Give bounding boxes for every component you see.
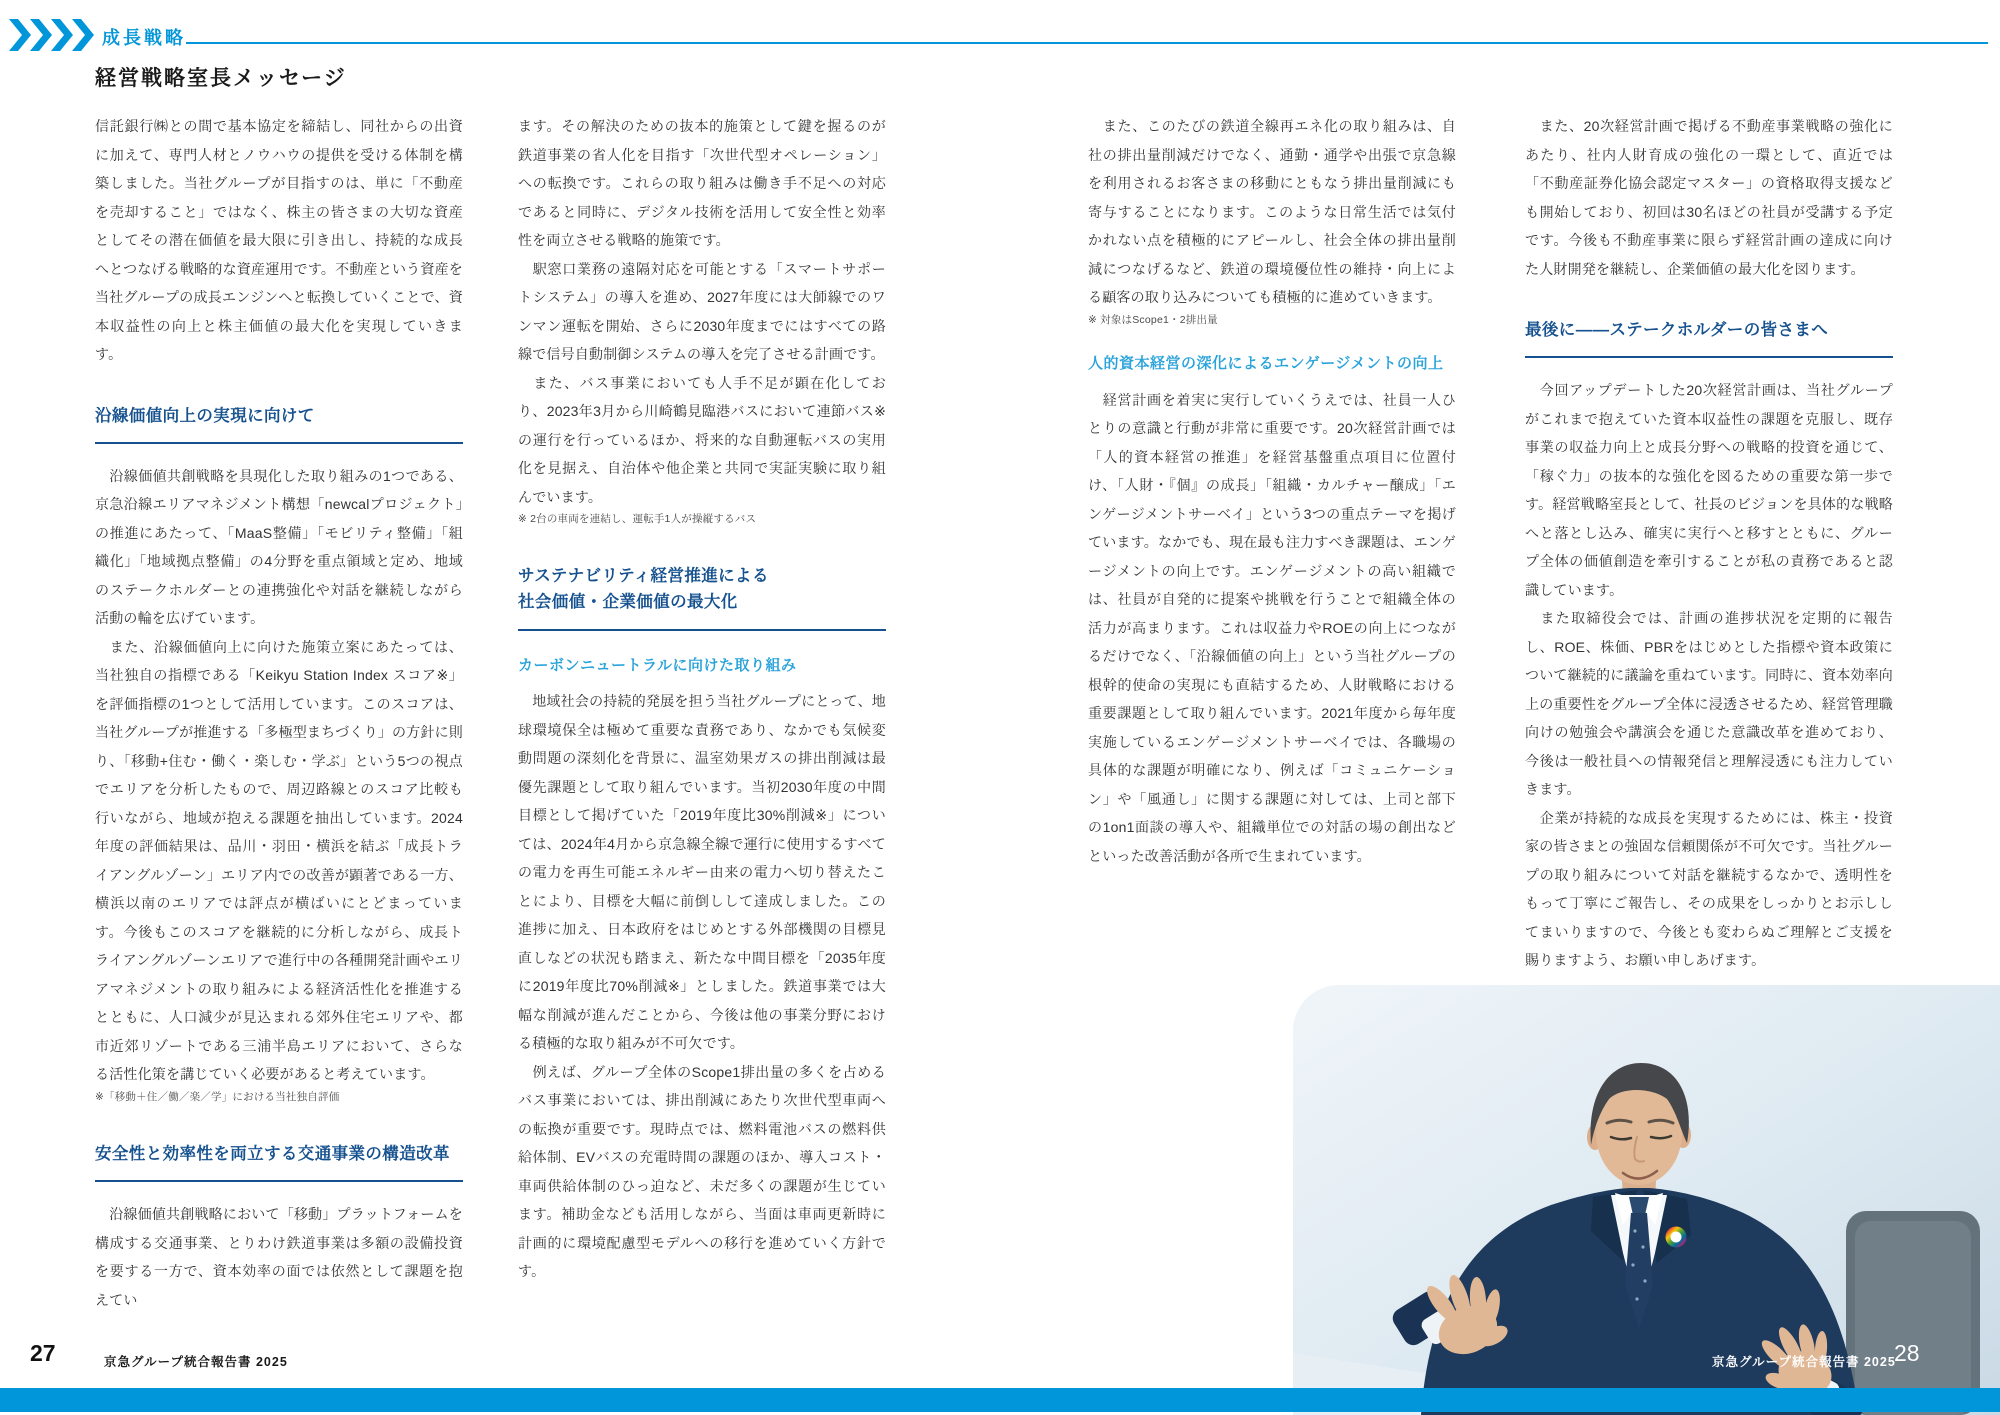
paragraph: 地域社会の持続的発展を担う当社グループにとって、地球環境保全は極めて重要な責務であり、なかでも気候変動問題の深刻化を背景に、温室効果ガスの排出削減は最優先課題として取り組んでいます。当初2030年度の中間目標として掲げていた「2019年度比30%削減※」については、2024年4月から京急線全線で運行に使用するすべての電力を再生可能エネルギー由来の電力へ切り替えたことにより、目標を大幅に前倒しして達成しました。この進捗に加え、日本政府をはじめとする外部機関の目標見直しなどの状況も踏まえ、新たな中間目標を「2035年度に2019年度比70%削減※」としました。鉄道事業では大幅な削減が進んだことから、今後は他の事業分野における積極的な取り組みが不可欠です。 [518, 693, 886, 1052]
section-heading [518, 563, 886, 631]
paragraph: また、沿線価値向上に向けた施策立案にあたっては、当社独自の指標である「Keikyu Station Index スコア※」を評価指標の1つとして活用しています。このスコアは、当社グループが推進する「多極型まちづくり」の方針に則り、「移動+住む・働く・楽しむ・学ぶ」という5つの視点でエリアを分析したもので、周辺路線とのスコア比較も行いながら、地域が抱える課題を抽出しています。2024年度の評価結果は、品川・羽田・横浜を結ぶ「成長トライアングルゾーン」エリア内での改善が顕著である一方、横浜以南のエリアでは評点が横ばいにとどまっています。今後もこのスコアを継続的に分析しながら、成長トライアングルゾーンエリアで進行中の各種開発計画やエリアマネジメントの取り組みによる経済活性化を推進するとともに、人口減少が見込まれる郊外住宅エリアや、都市近郊リゾートである三浦半島エリアにおいて、さらなる活性化策を講じていく必要があると考えています。 [95, 638, 463, 1083]
paragraph: 今回アップデートした20次経営計画は、当社グループがこれまで抱えていた資本収益性の課題を克服し、既存事業の収益力向上と成長分野への戦略的投資を通じて、「稼ぐ力」の抜本的な強化を図るための重要な第一歩です。経営戦略室長として、社長のビジョンを具体的な戦略へと落とし込み、確実に実行へと移すとともに、グループ全体の価値創造を牽引することが私の責務であると認識しています。 [1525, 382, 1893, 598]
column-1 [95, 112, 463, 1314]
paragraph: また、このたびの鉄道全線再エネ化の取り組みは、自社の排出量削減だけでなく、通勤・通学や出張で京急線を利用されるお客さまの移動にともなう排出量削減にも寄与することになります。このような日常生活では気付かれない点を積極的にアピールし、社会全体の排出量削減につなげるなど、鉄道の環境優位性の維持・向上による顧客の取り込みについても積極的に進めていきます。 [1088, 118, 1456, 305]
paragraph: 経営計画を着実に実行していくうえでは、社員一人ひとりの意識と行動が非常に重要です。20次経営計画では「人的資本経営の推進」を経営基盤重点項目に位置付け、「人財・『個』の成長」「組織・カルチャー醸成」「エンゲージメントサーベイ」という3つの重点テーマを掲げています。なかでも、現在最も注力すべき課題は、エンゲージメントの向上です。エンゲージメントの高い組織では、社員が自発的に提案や挑戦を行うことで組織全体の活力が高まります。これは収益力やROEの向上につながるだけでなく、「沿線価値の向上」という当社グループの根幹的使命の実現にも直結するため、人財戦略における重要課題として取り組んでいます。2021年度から毎年度実施しているエンゲージメントサーベイでは、各職場の具体的な課題が明確になり、例えば「コミュニケーション」や「風通し」に関する課題に対しては、上司と部下の1on1面談の導入や、組織単位での対話の場の創出などといった改善活動が各所で生まれています。 [1088, 391, 1456, 864]
paragraph: 沿線価値共創戦略を具現化した取り組みの1つである、京急沿線エリアマネジメント構想「newcalプロジェクト」の推進にあたって、「MaaS整備」「モビリティ整備」「組織化」「地域拠点整備」の4分野を重点領域と定め、地域のステークホルダーとの連携強化や対話を継続しながら活動の輪を広げています。 [95, 467, 463, 627]
report-title-right: 京急グループ統合報告書 2025 [1712, 1355, 1896, 1369]
section-heading-line: 社会価値・企業価値の最大化 [518, 593, 738, 612]
page-title: 経営戦略室長メッセージ [95, 67, 347, 90]
paragraph: 沿線価値共創戦略において「移動」プラットフォームを構成する交通事業、とりわけ鉄道事業は多額の設備投資を要する一方で、資本効率の面では依然として課題を抱えてい [95, 1206, 463, 1308]
chevrons-icon [8, 19, 96, 51]
paragraph: ます。その解決のための抜本的施策として鍵を握るのが鉄道事業の省人化を目指す「次世代型オペレーション」への転換です。これらの取り組みは働き手不足への対応であると同時に、デジタル技術を活用して安全性と効率性を両立させる戦略的施策です。 [518, 118, 886, 248]
column-3 [1088, 112, 1456, 870]
section-heading: 最後に——ステークホルダーの皆さまへ [1525, 317, 1893, 358]
footnote: ※「移動＋住／働／楽／学」における当社独自評価 [95, 1090, 340, 1103]
section-heading: 安全性と効率性を両立する交通事業の構造改革 [95, 1141, 463, 1182]
section-heading-line: サステナビリティ経営推進による [518, 566, 769, 585]
section-heading: 沿線価値向上の実現に向けて [95, 403, 463, 444]
column-4 [1525, 112, 1893, 975]
page-number-right: 28 [1894, 1340, 1920, 1366]
footer-bar [0, 1388, 2000, 1412]
paragraph: また取締役会では、計画の進捗状況を定期的に報告し、ROE、株価、PBRをはじめとした指標や資本政策について継続的に議論を重ねています。同時に、資本効率向上の重要性をグループ全体に浸透させるため、経営管理職向けの勉強会や講演会を通じた意識改革を進めており、今後は一般社員への情報発信と理解浸透にも注力していきます。 [1525, 610, 1893, 798]
page-number-left: 27 [30, 1340, 56, 1366]
subsection-heading: カーボンニュートラルに向けた取り組み [518, 656, 797, 674]
subsection-heading: 人的資本経営の深化によるエンゲージメントの向上 [1088, 355, 1444, 373]
section-label: 成長戦略 [102, 28, 186, 48]
report-title-left: 京急グループ統合報告書 2025 [104, 1355, 288, 1369]
footnote: ※ 対象はScope1・2排出量 [1088, 313, 1218, 326]
column-2 [518, 112, 886, 1286]
footnote: ※ 2台の車両を連結し、運転手1人が操縦するバス [518, 513, 757, 525]
paragraph: 例えば、グループ全体のScope1排出量の多くを占めるバス事業においては、排出削減にあたり次世代型車両への転換が重要です。現時点では、燃料電池バスの燃料供給体制、EVバスの充電時間の課題のほか、導入コスト・車両供給体制のひっ迫など、未だ多くの課題が生じています。補助金なども活用しながら、当面は車両更新時に計画的に環境配慮型モデルへの移行を進めていく方針です。 [518, 1063, 886, 1280]
paragraph: 信託銀行㈱との間で基本協定を締結し、同社からの出資に加えて、専門人材とノウハウの提供を受ける体制を構築しました。当社グループが目指すのは、単に「不動産を売却すること」ではなく、株主の皆さまの大切な資産としてその潜在価値を最大限に引き出し、持続的な成長へとつなげる戦略的な資産運用です。不動産という資産を当社グループの成長エンジンへと転換していくことで、資本収益性の向上と株主価値の最大化を実現していきます。 [95, 118, 463, 362]
paragraph: 駅窓口業務の遠隔対応を可能とする「スマートサポートシステム」の導入を進め、2027年度には大師線でのワンマン運転を開始、さらに2030年度までにはすべての路線で信号自動制御システムの導入を完了させる計画です。 [518, 260, 886, 362]
paragraph: 企業が持続的な成長を実現するためには、株主・投資家の皆さまとの強固な信頼関係が不可欠です。当社グループの取り組みについて対話を継続するなかで、透明性をもって丁寧にご報告し、その成果をしっかりとお示ししてまいりますので、今後とも変わらぬご理解とご支援を賜りますよう、お願い申しあげます。 [1525, 809, 1893, 969]
paragraph: また、20次経営計画で掲げる不動産事業戦略の強化にあたり、社内人財育成の強化の一環として、直近では「不動産証券化協会認定マスター」の資格取得支援なども開始しており、初回は30名ほどの社員が受講する予定です。今後も不動産事業に限らず経営計画の達成に向けた人財開発を継続し、企業価値の最大化を図ります。 [1525, 118, 1893, 277]
section-rule [186, 42, 1988, 44]
paragraph: また、バス事業においても人手不足が顕在化しており、2023年3月から川崎鶴見臨港バスにおいて連節バス※の運行を行っているほか、将来的な自動運転バスの実用化を見据え、自治体や他企業と共同で実証実験に取り組んでいます。 [518, 374, 886, 505]
